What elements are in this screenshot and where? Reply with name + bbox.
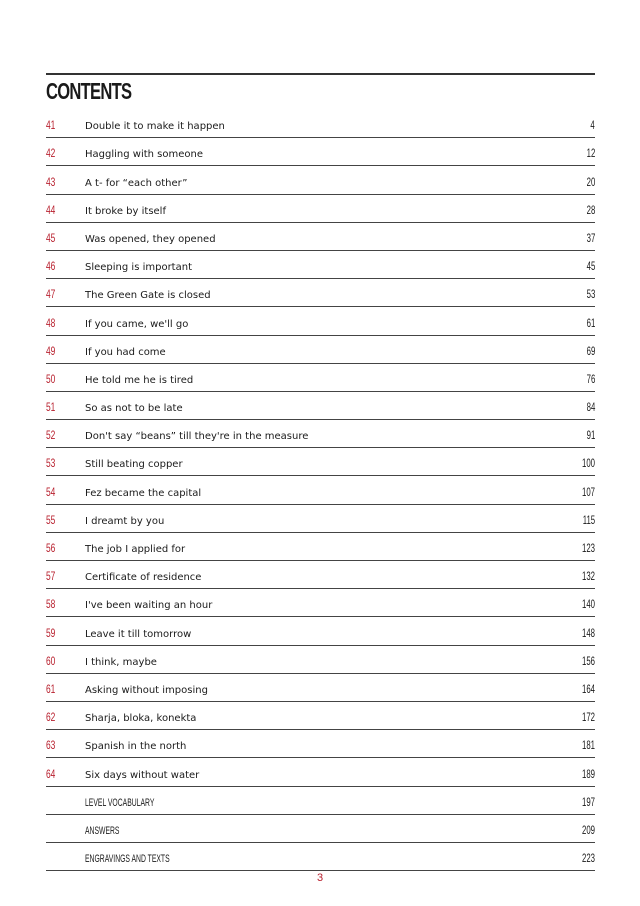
toc-row — [46, 112, 595, 138]
toc-row — [46, 168, 595, 194]
page-ref: 209 — [581, 822, 595, 837]
chapter-title: Fez became the capital — [85, 487, 202, 499]
chapter-number: 46 — [46, 259, 56, 274]
chapter-number: 49 — [46, 343, 56, 358]
section-title: ENGRAVINGS AND TEXTS — [85, 853, 170, 866]
chapter-title: The job I applied for — [85, 544, 186, 555]
toc-row — [46, 676, 595, 702]
contents-list — [46, 112, 595, 873]
chapter-title: So as not to be late — [85, 403, 183, 415]
toc-row — [46, 732, 595, 758]
chapter-title: He told me he is tired — [85, 374, 194, 386]
toc-row — [46, 507, 595, 533]
chapter-title: I dreamt by you — [85, 515, 165, 527]
chapter-title: Sleeping is important — [85, 262, 192, 274]
chapter-number: 44 — [46, 202, 56, 217]
chapter-title: Don't say “beans” till they're in the measure — [85, 431, 309, 443]
chapter-title: Leave it till tomorrow — [85, 628, 192, 640]
chapter-title: If you came, we'll go — [85, 318, 189, 330]
page-ref: 69 — [586, 343, 595, 358]
toc-extra-row — [46, 817, 595, 843]
chapter-number: 63 — [46, 738, 56, 753]
page-ref: 53 — [586, 287, 595, 302]
chapter-title: Still beating copper — [85, 459, 183, 471]
toc-row — [46, 619, 595, 645]
page-ref: 76 — [586, 371, 595, 386]
chapter-title: The Green Gate is closed — [85, 290, 211, 302]
chapter-number: 50 — [46, 371, 56, 386]
chapter-number: 55 — [46, 512, 56, 527]
chapter-title: Spanish in the north — [85, 741, 187, 753]
toc-extra-row — [46, 845, 595, 871]
page-ref: 100 — [581, 456, 595, 471]
page-ref: 61 — [586, 315, 595, 330]
chapter-number: 62 — [46, 710, 56, 725]
chapter-title: Sharja, bloka, konekta — [85, 713, 197, 725]
chapter-number: 54 — [46, 484, 56, 499]
toc-row — [46, 197, 595, 223]
chapter-number: 52 — [46, 428, 56, 443]
toc-row — [46, 422, 595, 448]
page-ref: 12 — [586, 146, 595, 161]
page-ref: 20 — [586, 174, 595, 189]
page-ref: 156 — [581, 653, 595, 668]
chapter-title: Asking without imposing — [85, 684, 208, 696]
chapter-number: 57 — [46, 569, 56, 584]
chapter-number: 48 — [46, 315, 56, 330]
page-ref: 148 — [581, 625, 595, 640]
page-title: CONTENTS — [46, 78, 132, 104]
chapter-title: Was opened, they opened — [85, 233, 216, 245]
chapter-number: 60 — [46, 653, 56, 668]
chapter-number: 51 — [46, 400, 56, 415]
chapter-number: 58 — [46, 597, 56, 612]
chapter-title: It broke by itself — [85, 205, 166, 217]
toc-row — [46, 478, 595, 504]
page-ref: 189 — [581, 766, 595, 781]
toc-row — [46, 704, 595, 730]
page-ref: 37 — [586, 230, 595, 245]
chapter-number: 41 — [46, 118, 56, 133]
page-ref: 28 — [586, 202, 595, 217]
page-ref: 4 — [590, 118, 595, 133]
page-ref: 140 — [581, 597, 595, 612]
chapter-title: Double it to make it happen — [85, 121, 225, 133]
toc-row — [46, 338, 595, 364]
toc-row — [46, 648, 595, 674]
page-ref: 223 — [581, 851, 595, 866]
chapter-number: 53 — [46, 456, 56, 471]
toc-row — [46, 140, 595, 166]
chapter-number: 59 — [46, 625, 56, 640]
chapter-number: 64 — [46, 766, 56, 781]
page-ref: 132 — [581, 569, 595, 584]
section-title: ANSWERS — [85, 824, 120, 837]
chapter-number: 56 — [46, 541, 56, 555]
section-title: LEVEL VOCABULARY — [85, 796, 155, 809]
chapter-title: If you had come — [85, 346, 166, 358]
top-rule — [46, 73, 595, 75]
page-number: 3 — [316, 872, 324, 884]
toc-extra-row — [46, 789, 595, 815]
page-ref: 197 — [581, 794, 595, 809]
toc-row — [46, 394, 595, 420]
page-ref: 123 — [581, 541, 595, 555]
page-ref: 91 — [586, 428, 595, 443]
toc-row — [46, 225, 595, 251]
chapter-title: Certificate of residence — [85, 572, 202, 584]
chapter-title: Haggling with someone — [85, 149, 203, 161]
chapter-title: Six days without water — [85, 769, 200, 781]
page-ref: 164 — [581, 681, 595, 696]
toc-row — [46, 366, 595, 392]
toc-row — [46, 309, 595, 335]
toc-row — [46, 535, 595, 561]
chapter-title: I've been waiting an hour — [85, 600, 213, 612]
toc-row — [46, 760, 595, 786]
toc-row — [46, 450, 595, 476]
chapter-number: 43 — [46, 174, 56, 189]
page-ref: 45 — [586, 259, 595, 274]
page-ref: 181 — [581, 738, 595, 753]
chapter-title: A t- for “each other” — [85, 177, 188, 189]
chapter-number: 61 — [46, 681, 56, 696]
chapter-number: 42 — [46, 146, 56, 161]
page-ref: 84 — [586, 400, 595, 415]
chapter-title: I think, maybe — [85, 656, 157, 668]
page-ref: 107 — [581, 484, 595, 499]
toc-row — [46, 253, 595, 279]
toc-row — [46, 563, 595, 589]
page-ref: 172 — [581, 710, 595, 725]
toc-row — [46, 281, 595, 307]
toc-row — [46, 591, 595, 617]
page-ref: 115 — [582, 512, 595, 527]
chapter-number: 45 — [46, 230, 56, 245]
chapter-number: 47 — [46, 287, 56, 302]
